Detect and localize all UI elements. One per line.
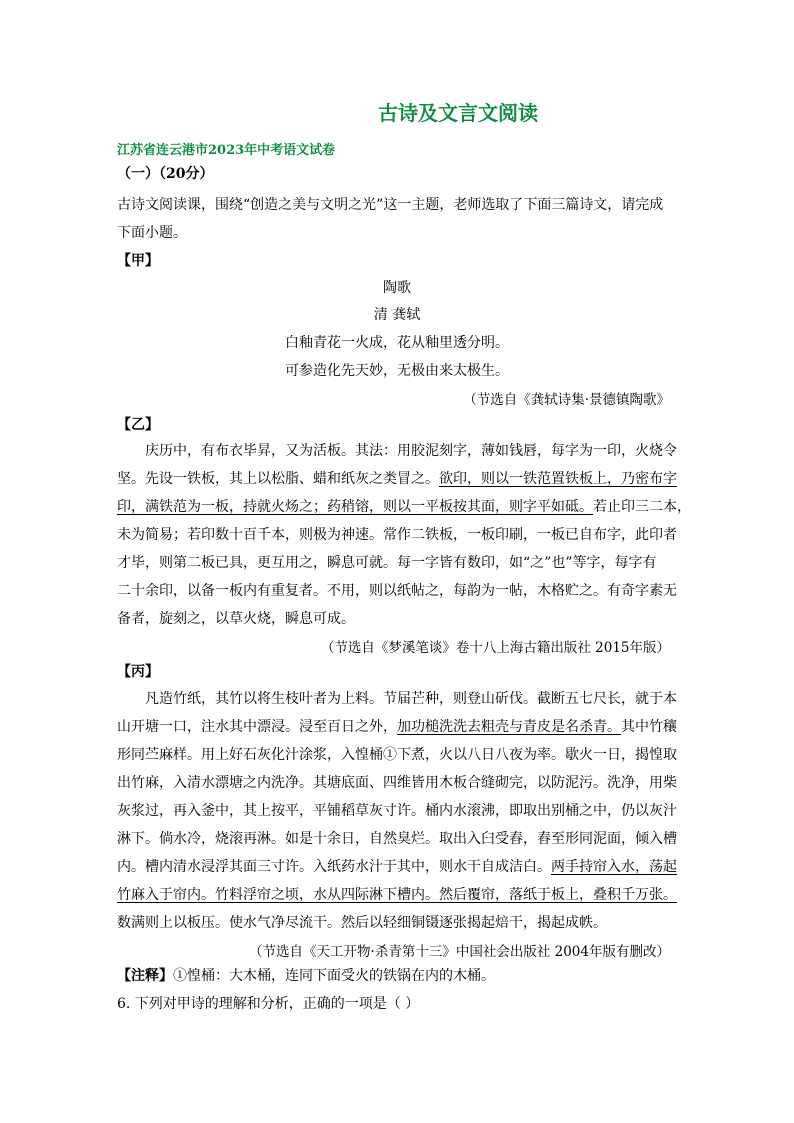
section-label: （一）（20分） — [117, 166, 214, 182]
jia-source: （节选自《龚轼诗集·景德镇陶歌》 — [463, 392, 670, 408]
annotation-text: ①惶桶：大木桶，连同下面受火的铁锅在内的木桶。 — [173, 968, 495, 984]
intro-line-2: 下面小题。 — [117, 225, 187, 241]
yi-line-6: 二十余印，以备一板内有重复者。不用，则以纸帖之，每韵为一帖，木格贮之。有奇字素无 — [117, 583, 677, 599]
poem-title: 陶歌 — [383, 280, 411, 296]
bing-underlined-sentence-2: 两手持帘入水，荡起 — [551, 859, 677, 875]
yi-line-4: 未为简易；若印数十百千本，则极为神速。常作二铁板，一板印刷，一板已自布字，此印者 — [117, 527, 677, 543]
bing-line-7-plain: 内。槽内清水浸浮其面三寸许。入纸药水汁于其中，则水干自成洁白。 — [117, 859, 551, 875]
yi-underlined-sentence: 欲印，则以一铁范置铁板上，乃密布字 — [439, 471, 677, 487]
bing-marker: 【丙】 — [117, 664, 159, 680]
exam-source: 江苏省连云港市2023年中考语文试卷 — [117, 143, 336, 158]
yi-source: （节选自《梦溪笔谈》卷十八上海古籍出版社 2015年版） — [320, 640, 670, 656]
yi-line-3-plain: 若止印三二本， — [593, 499, 691, 515]
bing-line-2-plain-a: 山开塘一口，注水其中漂浸。浸至百日之外， — [117, 719, 397, 735]
poem-line-1: 白釉青花一火成，花从釉里透分明。 — [285, 335, 509, 351]
bing-line-1: 凡造竹纸，其竹以将生枝叶者为上料。节届芒种，则登山斫伐。截断五七尺长，就于本 — [145, 691, 677, 707]
bing-line-3: 形同苎麻样。用上好石灰化汁涂浆，入惶桶①下煮，火以八日八夜为率。歇火一日，揭惶取 — [117, 747, 677, 763]
yi-underlined-sentence-cont: 印，满铁范为一板，持就火炀之；药稍镕，则以一平板按其面，则字平如砥。 — [117, 499, 593, 515]
bing-line-2 — [117, 717, 677, 737]
yi-line-5: 才毕，则第二板已具，更互用之，瞬息可就。每一字皆有数印，如“之”也”等字，每字有 — [117, 555, 657, 571]
yi-line-1: 庆历中，有布衣毕昇，又为活板。其法：用胶泥刻字，薄如钱唇，每字为一印，火烧令 — [145, 443, 677, 459]
bing-underlined-sentence: 加功槌洗洗去粗壳与青皮是名杀青。 — [397, 719, 621, 735]
bing-source: （节选自《天工开物·杀青第十三》中国社会出版社 2004年版有删改） — [249, 944, 670, 960]
page-title: 古诗及文言文阅读 — [378, 101, 538, 125]
yi-line-3 — [117, 497, 691, 517]
poem-author: 清 龚轼 — [373, 307, 421, 323]
yi-line-2 — [117, 469, 677, 489]
bing-line-9: 数满则上以板压。使水气净尽流干。然后以轻细铜镊逐张揭起焙干，揭起成帙。 — [117, 915, 607, 931]
yi-line-7: 备者，旋刻之，以草火烧，瞬息可成。 — [117, 611, 355, 627]
bing-line-6: 淋下。倘水冷，烧滚再淋。如是十余日，自然臭烂。取出入臼受舂，舂至形同泥面，倾入槽 — [117, 831, 677, 847]
yi-line-2-plain: 坚。先设一铁板，其上以松脂、蜡和纸灰之类冒之。 — [117, 471, 439, 487]
intro-line-1: 古诗文阅读课，围绕“创造之美与文明之光”这一主题，老师选取了下面三篇诗文，请完成 — [117, 197, 664, 213]
bing-line-8: 竹麻入于帘内。竹料浮帘之顷，水从四际淋下槽内。然后覆帘，落纸于板上，叠积千万张。 — [117, 887, 677, 903]
bing-line-7 — [117, 857, 677, 877]
jia-marker: 【甲】 — [117, 253, 159, 269]
annotation — [117, 966, 495, 986]
bing-line-2-plain-b: 其中竹穰 — [621, 719, 677, 735]
yi-marker: 【乙】 — [117, 417, 159, 433]
question-6: 6. 下列对甲诗的理解和分析，正确的一项是（ ） — [117, 996, 420, 1012]
annotation-label: 【注释】 — [117, 968, 173, 984]
poem-line-2: 可参造化先天妙，无极由来太极生。 — [285, 363, 509, 379]
bing-line-4: 出竹麻，入清水漂塘之内洗净。其塘底面、四维皆用木板合缝砌完，以防泥污。洗净，用柴 — [117, 775, 677, 791]
bing-line-5: 灰浆过，再入釜中，其上按平，平铺稻草灰寸许。桶内水滚沸，即取出别桶之中，仍以灰汁 — [117, 803, 677, 819]
